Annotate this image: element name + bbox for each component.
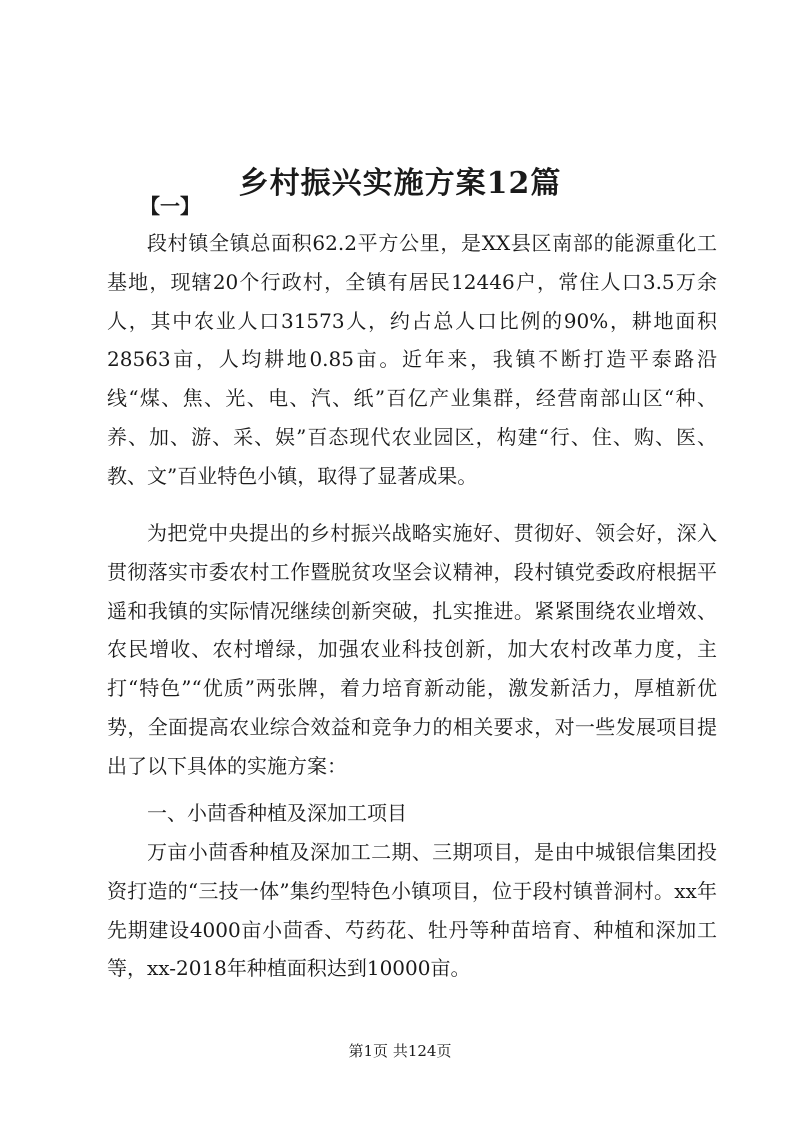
paragraph-strategy: 为把党中央提出的乡村振兴战略实施好、贯彻好、领会好，深入贯彻落实市委农村工作暨脱贫攻坚会议精神，段村镇党委政府根据平遥和我镇的实际情况继续创新突破，扎实推进。紧紧围绕农业增效、农民增收、农村增绿，加强农业科技创新，加大农村改革力度，主打“特色”“优质”两张牌，着力培育新动能，激发新活力，厚植新优势，全面提高农业综合效益和竞争力的相关要求，对一些发展项目提出了以下具体的实施方案： [107, 521, 717, 778]
document-title: 乡村振兴实施方案12篇 [238, 166, 562, 202]
paragraph-overview: 段村镇全镇总面积62.2平方公里，是XX县区南部的能源重化工基地，现辖20个行政村，全镇有居民12446户，常住人口3.5万余人，其中农业人口31573人，约占总人口比例的90%，耕地面积28563亩，人均耕地0.85亩。近年来，我镇不断打造平泰路沿线“煤、焦、光、电、汽、纸”百亿产业集群，经营南部山区“种、养、加、游、采、娱”百态现代农业园区，构建“行、住、购、医、教、文”百业特色小镇，取得了显著成果。 [107, 231, 717, 488]
section-marker: 【一】 [140, 194, 200, 218]
paragraph-fennel-project: 万亩小茴香种植及深加工二期、三期项目，是由中城银信集团投资打造的“三技一体”集约型特色小镇项目，位于段村镇普洞村。xx年先期建设4000亩小茴香、芍药花、牡丹等种苗培育、种植和深加工等，xx-2018年种植面积达到10000亩。 [107, 840, 717, 981]
subheading-fennel-project: 一、小茴香种植及深加工项目 [147, 801, 407, 825]
page-number-footer: 第1页 共124页 [348, 1042, 452, 1060]
